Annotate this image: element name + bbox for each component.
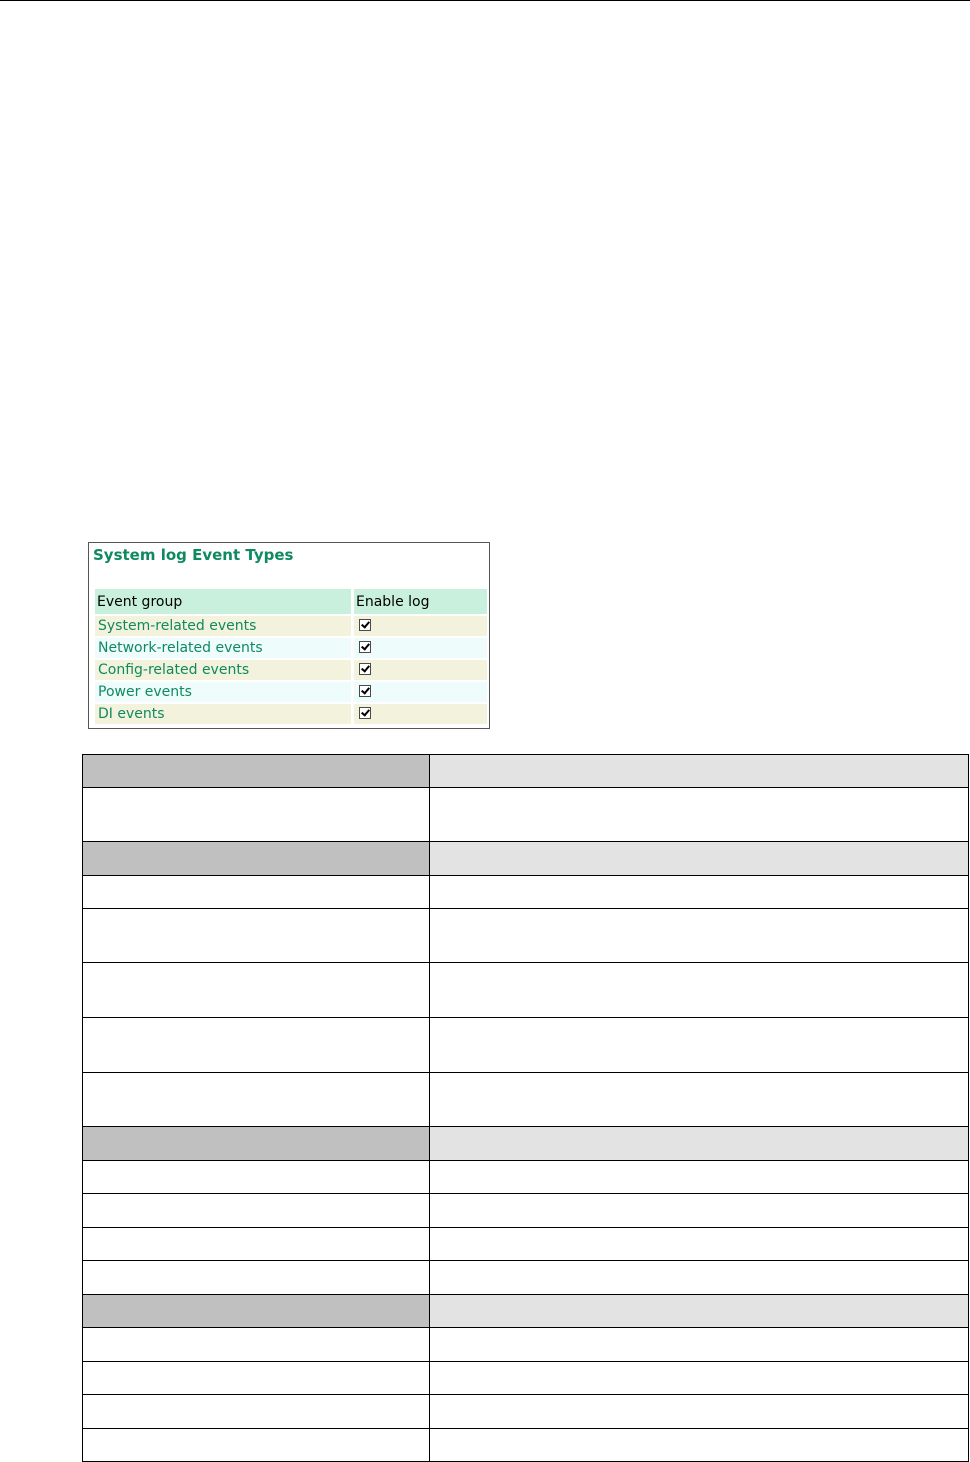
event-group-label: System-related events: [95, 616, 351, 636]
table-section-row: [83, 755, 969, 788]
table-row: [83, 1018, 969, 1073]
table-row: [83, 1228, 969, 1261]
table-section-row: [83, 1127, 969, 1161]
enable-log-checkbox-config[interactable]: [359, 663, 371, 675]
enable-log-checkbox-network[interactable]: [359, 641, 371, 653]
table-row: [83, 909, 969, 963]
enable-log-checkbox-di[interactable]: [359, 707, 371, 719]
event-row-config: [95, 660, 487, 680]
table-row: [83, 1395, 969, 1429]
event-group-label: Network-related events: [95, 638, 351, 658]
table-section-row: [83, 1295, 969, 1328]
table-row: [83, 1194, 969, 1228]
event-row-system: [95, 616, 487, 636]
description-table: [82, 754, 969, 1462]
table-section-row: [83, 842, 969, 876]
column-header-event-group: Event group: [95, 589, 351, 614]
table-header-row: [95, 589, 487, 614]
table-row: [83, 1429, 969, 1462]
enable-log-checkbox-power[interactable]: [359, 685, 371, 697]
event-types-table: [95, 587, 487, 726]
panel-title: System log Event Types: [93, 546, 294, 564]
column-header-enable-log: Enable log: [351, 589, 487, 614]
enable-log-checkbox-system[interactable]: [359, 619, 371, 631]
table-row: [83, 1161, 969, 1194]
table-row: [83, 1328, 969, 1362]
event-row-di: [95, 704, 487, 724]
table-row: [83, 1073, 969, 1127]
page-top-rule: [0, 0, 970, 1]
event-group-label: DI events: [95, 704, 351, 724]
event-group-label: Config-related events: [95, 660, 351, 680]
table-row: [83, 1261, 969, 1295]
table-row: [83, 876, 969, 909]
event-row-network: [95, 638, 487, 658]
table-row: [83, 788, 969, 842]
event-group-label: Power events: [95, 682, 351, 702]
event-row-power: [95, 682, 487, 702]
table-row: [83, 963, 969, 1018]
table-row: [83, 1362, 969, 1395]
system-log-event-types-panel: [88, 542, 490, 729]
